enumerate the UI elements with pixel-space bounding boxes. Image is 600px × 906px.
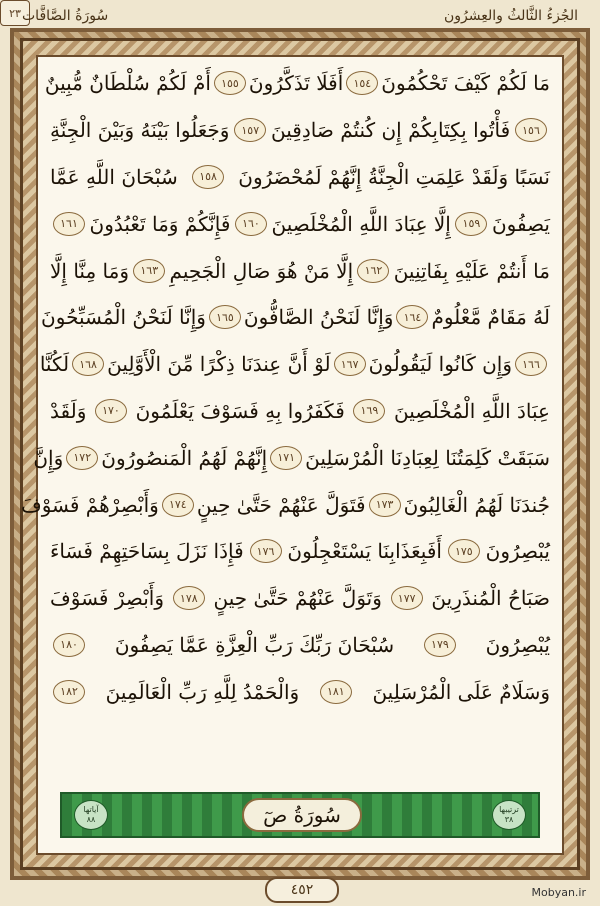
verse-line (50, 668, 550, 715)
verse-text: عِبَادَ اللَّهِ الْمُخْلَصِينَ (393, 398, 550, 423)
ayah-number-marker: ١٥٧ (234, 118, 266, 142)
ayah-number-marker: ١٦٩ (353, 399, 385, 423)
banner-surah-order-label: ترتيبها (499, 805, 519, 814)
ayah-number-marker: ١٨١ (320, 680, 352, 704)
verse-text: وَسَلَامٌ عَلَى الْمُرْسَلِينَ (372, 679, 550, 704)
verse-text: إِلَّا مَنْ هُوَ صَالِ الْجَحِيمِ (169, 258, 354, 283)
verse-text: صَبَاحُ الْمُنذَرِينَ (431, 586, 550, 611)
banner-verse-count-label: آیاتها (83, 805, 99, 814)
verse-text: لَكُنَّا (39, 352, 70, 377)
banner-surah-order-value: ٣٨ (504, 815, 514, 824)
ayah-number-marker: ١٥٨ (192, 165, 224, 189)
verse-text: وَلَقَدْ (50, 398, 87, 423)
verse-text: جُندَنَا لَهُمُ الْغَالِبُونَ (403, 492, 550, 517)
verse-text: مَا أَنتُمْ عَلَيْهِ بِفَاتِنِينَ (393, 258, 550, 283)
ayah-number-marker: ١٦٧ (334, 352, 366, 376)
header-juz-name: الجُزءُ الثَّالثُ والعِشرُون (444, 8, 578, 24)
banner-surah-order (492, 800, 526, 830)
verse-text: أَمْ لَكُمْ سُلْطَانٌ مُّبِينٌ (44, 71, 211, 96)
page-number: ٤٥٢ (265, 877, 339, 903)
verse-text: إِلَّا عِبَادَ اللَّهِ الْمُخْلَصِينَ (271, 211, 451, 236)
verse-text: فَأْتُوا بِكِتَابِكُمْ إِن كُنتُمْ صَادِقِينَ (271, 118, 511, 143)
verse-text: إِنَّهُمْ لَهُمُ الْمَنصُورُونَ (101, 445, 268, 470)
verse-text: فَإِنَّكُمْ وَمَا تَعْبُدُونَ (89, 211, 231, 236)
verse-line (39, 341, 550, 388)
ayah-number-marker: ١٥٥ (214, 71, 246, 95)
ayah-number-marker: ١٨٠ (53, 633, 85, 657)
verse-text: وَتَوَلَّ عَنْهُمْ حَتَّىٰ حِينٍ (213, 586, 382, 611)
verse-text: مَا لَكُمْ كَيْفَ تَحْكُمُونَ (381, 71, 550, 96)
ayah-number-marker: ١٧٠ (95, 399, 127, 423)
verse-text: يَصِفُونَ (491, 211, 550, 236)
banner-verse-count-value: ٨٨ (86, 815, 96, 824)
verse-text: وَجَعَلُوا بَيْنَهُ وَبَيْنَ الْجِنَّةِ (50, 118, 230, 143)
verse-line (50, 200, 550, 247)
verse-line (50, 575, 550, 622)
verse-line (41, 294, 550, 341)
verse-text: وَإِن كَانُوا لَيَقُولُونَ (368, 352, 512, 377)
banner-surah-title: سُورَةُ صٓ (242, 798, 362, 832)
verse-line (50, 388, 550, 435)
ayah-number-marker: ١٥٩ (455, 212, 487, 236)
verse-text: فَإِذَا نَزَلَ بِسَاحَتِهِمْ فَسَاءَ (50, 539, 244, 564)
verse-line (20, 481, 550, 528)
verse-text: لَهُ مَقَامٌ مَّعْلُومٌ (431, 305, 550, 330)
ayah-number-marker: ١٦٥ (209, 305, 241, 329)
verse-text: وَإِنَّا لَنَحْنُ الصَّافُّونَ (243, 305, 394, 330)
ayah-number-marker: ١٧٥ (448, 539, 480, 563)
surah-banner (60, 792, 540, 838)
verse-text: يُبْصِرُونَ (485, 539, 550, 564)
verse-text: فَكَفَرُوا بِهِ فَسَوْفَ يَعْلَمُونَ (135, 398, 345, 423)
ayah-number-marker: ١٧٧ (391, 586, 423, 610)
ayah-number-marker: ١٥٦ (515, 118, 547, 142)
ayah-number-marker: ١٦١ (53, 212, 85, 236)
verse-line (50, 247, 550, 294)
verse-text: وَمَا مِنَّا إِلَّا (50, 258, 129, 283)
verse-line (33, 434, 550, 481)
verse-text: وَالْحَمْدُ لِلَّهِ رَبِّ الْعَالَمِينَ (105, 679, 300, 704)
verse-line (50, 622, 550, 669)
verse-text: أَفَبِعَذَابِنَا يَسْتَعْجِلُونَ (287, 539, 442, 564)
verse-text: وَإِنَّ (33, 445, 64, 470)
verse-text: لَوْ أَنَّ عِندَنَا ذِكْرًا مِّنَ الْأَوَّلِينَ (107, 352, 331, 377)
verse-text: يُبْصِرُونَ (485, 632, 550, 657)
ayah-number-marker: ١٦٤ (396, 305, 428, 329)
verse-text: سُبْحَانَ اللَّهِ عَمَّا (50, 164, 178, 189)
watermark: Mobyan.ir (531, 886, 586, 899)
ayah-number-marker: ١٥٤ (346, 71, 378, 95)
verse-line (50, 528, 550, 575)
verse-text: فَتَوَلَّ عَنْهُمْ حَتَّىٰ حِينٍ (196, 492, 366, 517)
verse-line (50, 154, 550, 201)
ayah-number-marker: ١٦٣ (133, 259, 165, 283)
ayah-number-marker: ١٨٢ (53, 680, 85, 704)
verse-text: سَبَقَتْ كَلِمَتُنَا لِعِبَادِنَا الْمُرْسَلِينَ (305, 445, 550, 470)
ayah-number-marker: ١٦٢ (357, 259, 389, 283)
ayah-number-marker: ١٦٨ (72, 352, 104, 376)
verse-text: وَأَبْصِرْهُمْ فَسَوْفَ (20, 492, 159, 517)
verse-lines (20, 60, 550, 715)
banner-verse-count (74, 800, 108, 830)
verse-text: نَسَبًا وَلَقَدْ عَلِمَتِ الْجِنَّةُ إِنَّهُمْ لَمُحْضَرُونَ (238, 164, 550, 189)
verse-text: وَإِنَّا لَنَحْنُ الْمُسَبِّحُونَ (41, 305, 206, 330)
verse-text: أَفَلَا تَذَكَّرُونَ (248, 71, 344, 96)
verse-line (44, 60, 550, 107)
ayah-number-marker: ١٧٩ (424, 633, 456, 657)
ayah-number-marker: ١٧٦ (250, 539, 282, 563)
ayah-number-marker: ١٧١ (270, 446, 302, 470)
ayah-number-marker: ١٦٦ (515, 352, 547, 376)
ayah-number-marker: ١٧٣ (369, 493, 401, 517)
header-center-mark: ۲۳ (0, 0, 30, 26)
ayah-number-marker: ١٧٤ (162, 493, 194, 517)
header-surah-name: سُورَةُ الصَّافَّات (22, 8, 109, 24)
ayah-number-marker: ١٧٨ (173, 586, 205, 610)
ayah-number-marker: ١٧٢ (66, 446, 98, 470)
verse-line (50, 107, 550, 154)
verse-text: سُبْحَانَ رَبِّكَ رَبِّ الْعِزَّةِ عَمَّا يَصِفُونَ (114, 632, 395, 657)
verse-text: وَأَبْصِرْ فَسَوْفَ (50, 586, 164, 611)
ayah-number-marker: ١٦٠ (235, 212, 267, 236)
